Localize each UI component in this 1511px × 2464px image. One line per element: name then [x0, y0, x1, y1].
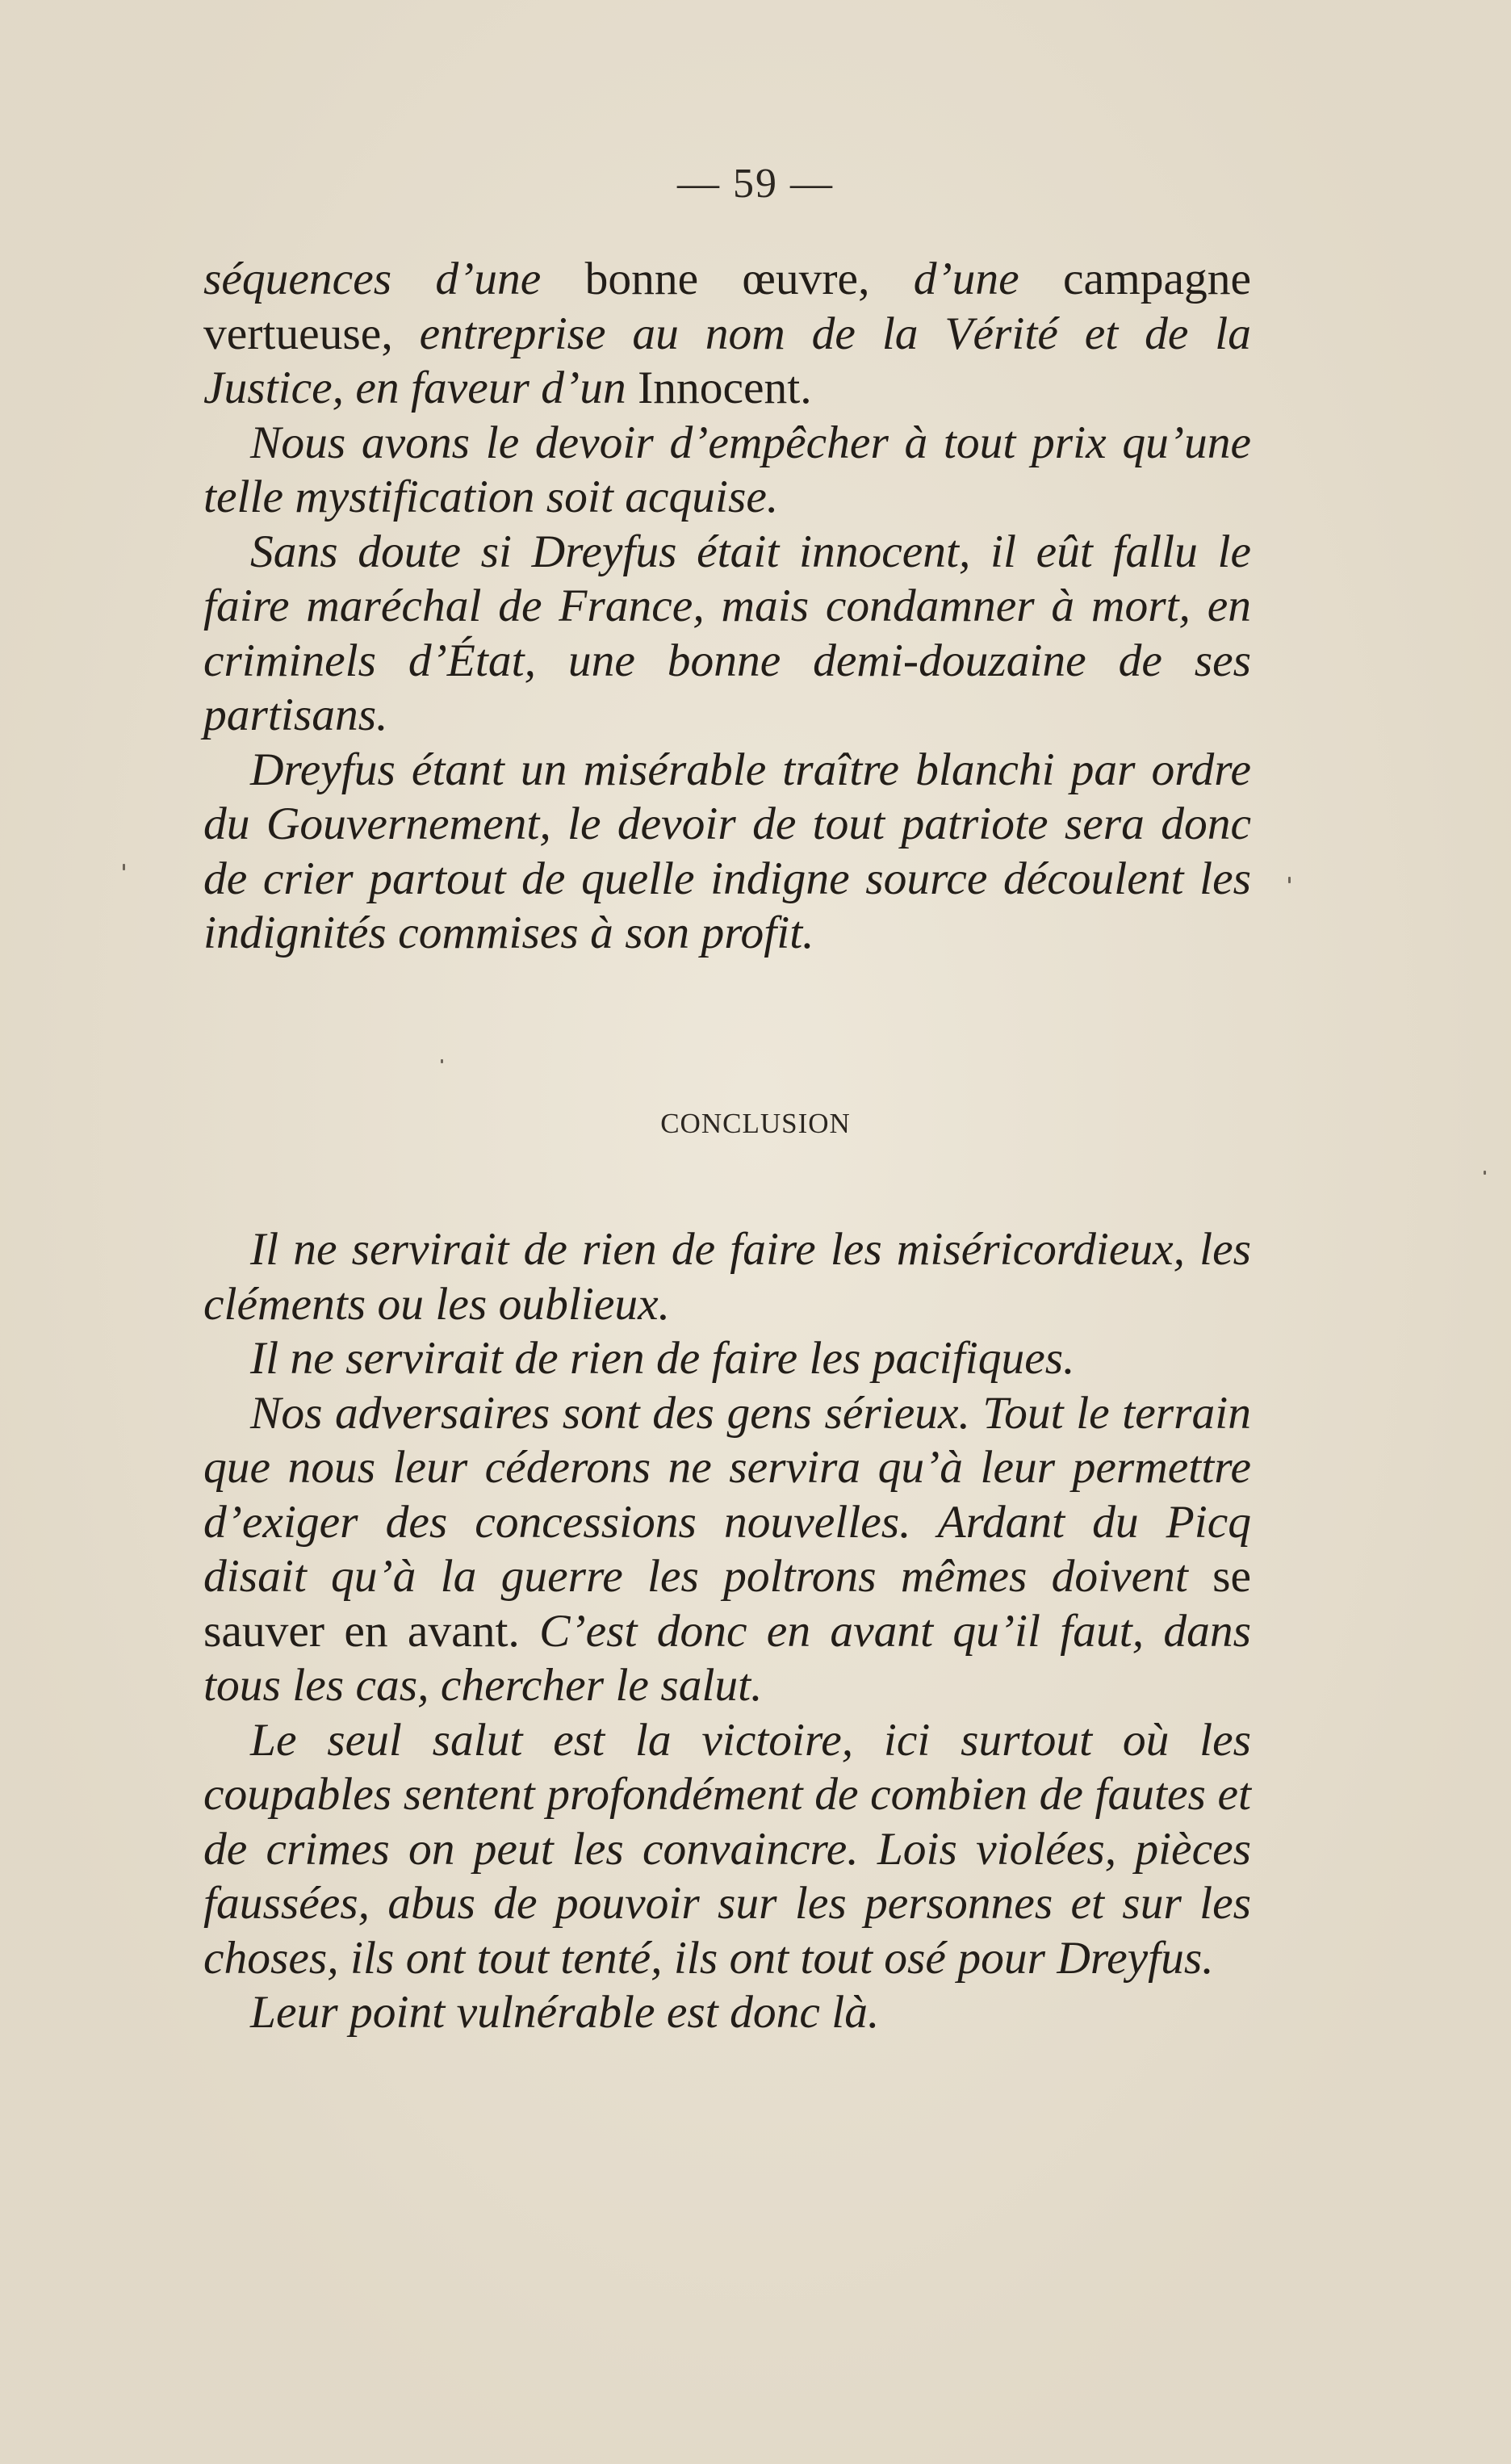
- text-run: Il ne servirait de rien de faire les miséricordieux, les cléments ou les oublieux.: [203, 1224, 1251, 1330]
- paragraph-6: [203, 1386, 1251, 1713]
- text-run: séquences d’une: [203, 254, 542, 304]
- text-run: Il ne servirait de rien de faire les pacifiques.: [250, 1333, 1075, 1384]
- text-run: Sans doute si Dreyfus était innocent, il eût fallu le faire maréchal de France, mais condamner à mort, en criminels d’État, une bonne demi-douzaine de ses partisans.: [203, 526, 1251, 740]
- paragraph-8: [203, 1985, 1251, 2040]
- paper-speck: [441, 1059, 443, 1063]
- text-run: C’est donc en avant qu’il faut, dans tous les cas, chercher le salut.: [203, 1605, 1252, 1711]
- paragraph-4: [203, 1222, 1251, 1331]
- text-run: Dreyfus étant un misérable traître blanchi par ordre du Gouvernement, le devoir de tout patriote sera donc de crier partout de quelle indigne source découlent les indignités commises à son profit.: [203, 744, 1251, 958]
- text-run: Nous avons le devoir d’empêcher à tout prix qu’une telle mystification soit acquise.: [203, 417, 1251, 522]
- paragraph-5: [203, 1331, 1251, 1386]
- paper-speck: [1484, 1171, 1486, 1175]
- top-text-block: [203, 252, 1251, 961]
- paragraph-0: [203, 252, 1251, 416]
- paragraph-2: [203, 525, 1251, 743]
- paper-speck: [1288, 877, 1291, 883]
- text-run: Le seul salut est la victoire, ici surtout où les coupables sentent profondément de combien de fautes et de crimes on peut les convaincre. Lois violées, pièces faussées, abus de pouvoir sur les personnes et sur les choses, ils ont tout tenté, ils ont tout osé pour Dreyfus.: [203, 1714, 1251, 1984]
- text-run: Innocent.: [626, 362, 812, 413]
- paragraph-1: [203, 416, 1251, 525]
- text-run: entreprise au nom de la Vérité et de la Justice, en faveur d’un: [203, 308, 1251, 413]
- page-number: — 59 —: [677, 161, 834, 207]
- text-run: bonne œuvre,: [541, 254, 914, 304]
- paper-speck: [123, 864, 125, 870]
- text-run: d’une: [913, 254, 1019, 304]
- paragraph-7: [203, 1713, 1251, 1986]
- bottom-text-block: [203, 1222, 1251, 2040]
- text-run: campagne vertueuse,: [203, 254, 1251, 359]
- text-run: Leur point vulnérable est donc là.: [250, 1987, 880, 2038]
- text-run: se sauver en avant.: [203, 1551, 1251, 1657]
- text-run: Nos adversaires sont des gens sérieux. Tout le terrain que nous leur céderons ne servira qu’à leur permettre d’exiger des concessions nouvelles. Ardant du Picq disait qu’à la guerre les poltrons mêmes doivent: [203, 1387, 1251, 1602]
- paragraph-3: [203, 743, 1251, 961]
- conclusion-heading: CONCLUSION: [660, 1108, 851, 1139]
